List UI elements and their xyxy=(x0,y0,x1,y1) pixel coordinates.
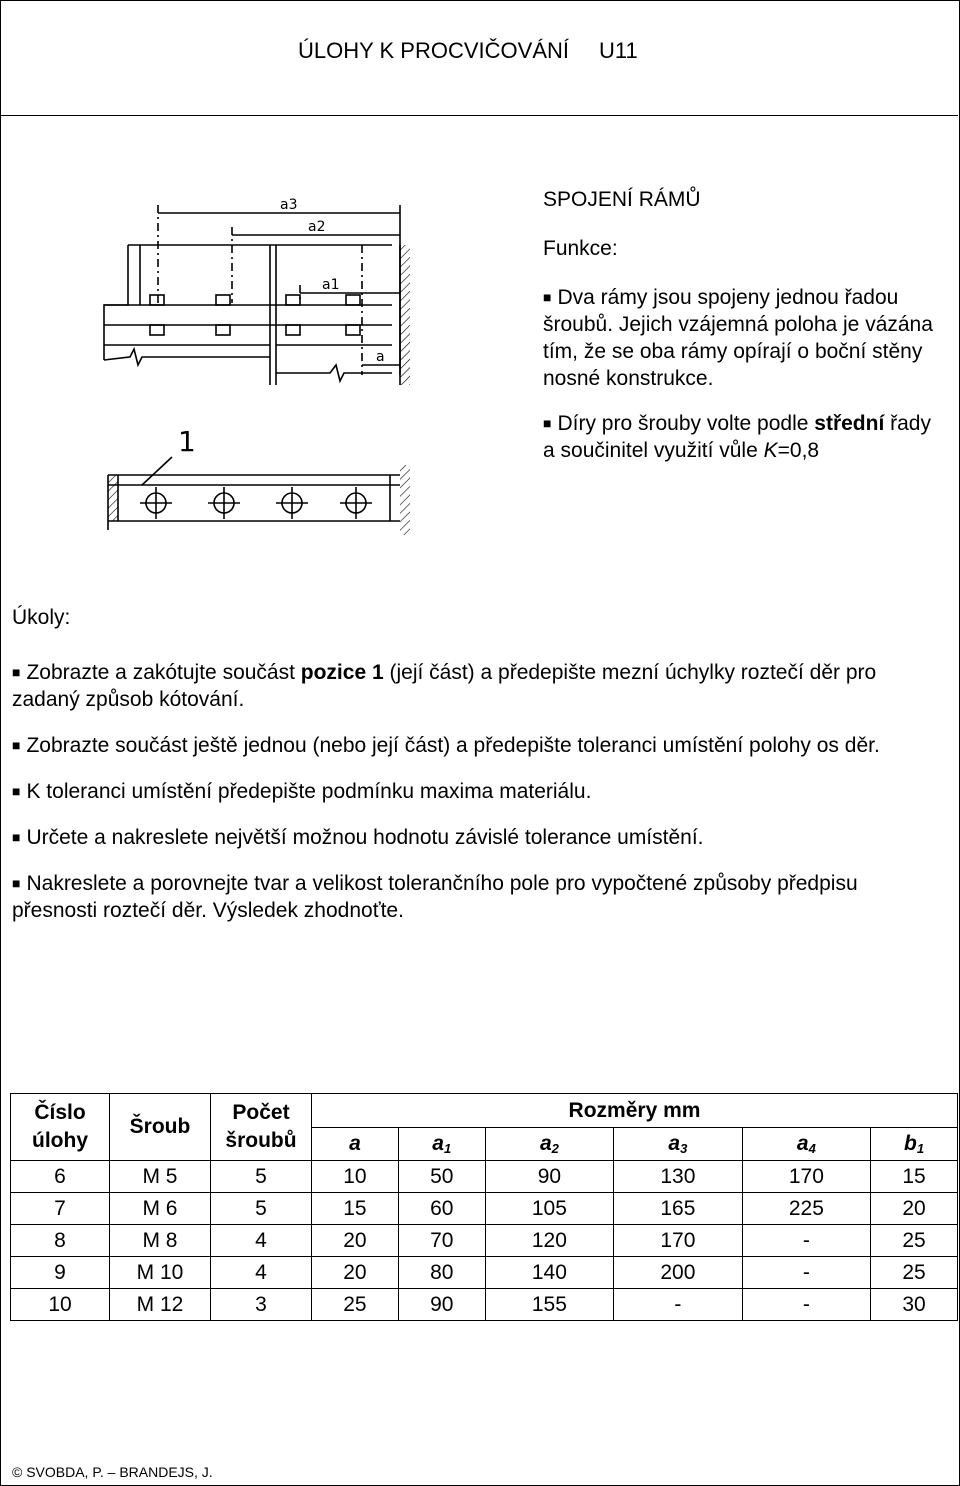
frame-joint-drawing xyxy=(100,185,440,540)
table-cell: 25 xyxy=(871,1225,958,1257)
table-cell: 90 xyxy=(485,1161,613,1193)
label-position-1: 1 xyxy=(178,425,196,458)
table-cell: 20 xyxy=(871,1193,958,1225)
task-1: ■ Zobrazte a zakótujte součást pozice 1 (její část) a předepište mezní úchylky roztečí děr pro zadaný způsob kótování. xyxy=(12,661,877,711)
dimension-header: $a_1$ xyxy=(398,1128,485,1161)
dimension-header: $a_3$ xyxy=(614,1128,742,1161)
label-a2: a2 xyxy=(308,219,326,235)
table-cell: 20 xyxy=(312,1225,399,1257)
function-bullet-2: ■ Díry pro šrouby volte podle střední řady a součinitel využití vůle K=0,8 xyxy=(543,412,931,462)
table-row xyxy=(11,1193,958,1225)
table-cell: M 5 xyxy=(110,1161,211,1193)
table-cell: 4 xyxy=(211,1225,312,1257)
table-cell: - xyxy=(742,1289,870,1321)
table-cell: 200 xyxy=(614,1257,742,1289)
dimension-header: a xyxy=(312,1128,399,1161)
tasks-heading: Úkoly: xyxy=(12,606,71,629)
table-cell: 120 xyxy=(485,1225,613,1257)
title-code: U11 xyxy=(599,38,638,63)
task-5: ■ Nakreslete a porovnejte tvar a velikost tolerančního pole pro vypočtené způsoby předpisu přesnosti roztečí děr. Výsledek zhodnoťte. xyxy=(12,872,858,922)
bolt-row-upper xyxy=(150,295,360,335)
bullet-icon: ■ xyxy=(12,737,21,753)
table-cell: 15 xyxy=(871,1161,958,1193)
bullet-icon: ■ xyxy=(543,289,552,305)
table-cell: 5 xyxy=(211,1161,312,1193)
header-task-number: Číslo úlohy xyxy=(11,1094,110,1161)
table-cell: 60 xyxy=(398,1193,485,1225)
table-cell: 10 xyxy=(312,1161,399,1193)
table-cell: 20 xyxy=(312,1257,399,1289)
bullet-icon: ■ xyxy=(12,664,21,680)
table-cell: 10 xyxy=(11,1289,110,1321)
table-cell: 25 xyxy=(871,1257,958,1289)
table-cell: 130 xyxy=(614,1161,742,1193)
task-2: ■ Zobrazte součást ještě jednou (nebo její část) a předepište toleranci umístění polohy os děr. xyxy=(12,734,880,757)
table-cell: - xyxy=(742,1225,870,1257)
bullet-icon: ■ xyxy=(12,829,21,845)
table-row xyxy=(11,1225,958,1257)
table-row xyxy=(11,1161,958,1193)
function-bullet-1: ■ Dva rámy jsou spojeny jednou řadou šroubů. Jejich vzájemná poloha je vázána tím, že se oba rámy opírají o boční stěny nosné konstrukce. xyxy=(543,286,933,390)
table-cell: 5 xyxy=(211,1193,312,1225)
table-cell: M 6 xyxy=(110,1193,211,1225)
table-cell: 70 xyxy=(398,1225,485,1257)
table-cell: 225 xyxy=(742,1193,870,1225)
table-cell: 3 xyxy=(211,1289,312,1321)
footer-copyright: © SVOBDA, P. – BRANDEJS, J. xyxy=(12,1464,213,1480)
table-cell: M 12 xyxy=(110,1289,211,1321)
table-cell: 170 xyxy=(614,1225,742,1257)
bullet-icon: ■ xyxy=(543,415,552,431)
function-label: Funkce: xyxy=(543,237,618,260)
table-cell: 4 xyxy=(211,1257,312,1289)
label-a1: a1 xyxy=(322,277,340,293)
table-cell: 90 xyxy=(398,1289,485,1321)
table-cell: 105 xyxy=(485,1193,613,1225)
dimension-header: $b_1$ xyxy=(871,1128,958,1161)
table-cell: - xyxy=(614,1289,742,1321)
table-body xyxy=(11,1161,958,1321)
table-cell: 30 xyxy=(871,1289,958,1321)
table-cell: 15 xyxy=(312,1193,399,1225)
dimension-header: $a_4$ xyxy=(742,1128,870,1161)
table-cell: M 8 xyxy=(110,1225,211,1257)
table-row xyxy=(11,1289,958,1321)
description-column xyxy=(543,186,943,482)
header-screw-count: Počet šroubů xyxy=(211,1094,312,1161)
table-row xyxy=(11,1257,958,1289)
table-cell: 8 xyxy=(11,1225,110,1257)
task-4: ■ Určete a nakreslete největší možnou hodnotu závislé tolerance umístění. xyxy=(12,826,704,849)
header-bar xyxy=(0,0,958,116)
header-screw: Šroub xyxy=(110,1094,211,1161)
table-cell: 80 xyxy=(398,1257,485,1289)
bullet-icon: ■ xyxy=(12,875,21,891)
table-cell: 7 xyxy=(11,1193,110,1225)
task-3: ■ K toleranci umístění předepište podmínku maxima materiálu. xyxy=(12,780,592,803)
table-cell: 6 xyxy=(11,1161,110,1193)
table-cell: 25 xyxy=(312,1289,399,1321)
bolt-row-lower xyxy=(140,487,372,519)
title-text: ÚLOHY K PROCVIČOVÁNÍ xyxy=(298,38,569,63)
table-cell: 140 xyxy=(485,1257,613,1289)
dimension-header: $a_2$ xyxy=(485,1128,613,1161)
table-cell: M 10 xyxy=(110,1257,211,1289)
label-a: a xyxy=(376,349,385,365)
tasks-section xyxy=(12,604,942,943)
page-title xyxy=(298,38,638,64)
table-cell: 170 xyxy=(742,1161,870,1193)
header-dimensions: Rozměry mm xyxy=(312,1094,958,1128)
table-cell: 155 xyxy=(485,1289,613,1321)
assignment-table xyxy=(10,1093,958,1321)
table-cell: 9 xyxy=(11,1257,110,1289)
table-cell: 50 xyxy=(398,1161,485,1193)
table-cell: 165 xyxy=(614,1193,742,1225)
label-a3: a3 xyxy=(280,197,298,213)
table-cell: - xyxy=(742,1257,870,1289)
section-heading: SPOJENÍ RÁMŮ xyxy=(543,188,701,211)
bullet-icon: ■ xyxy=(12,783,21,799)
